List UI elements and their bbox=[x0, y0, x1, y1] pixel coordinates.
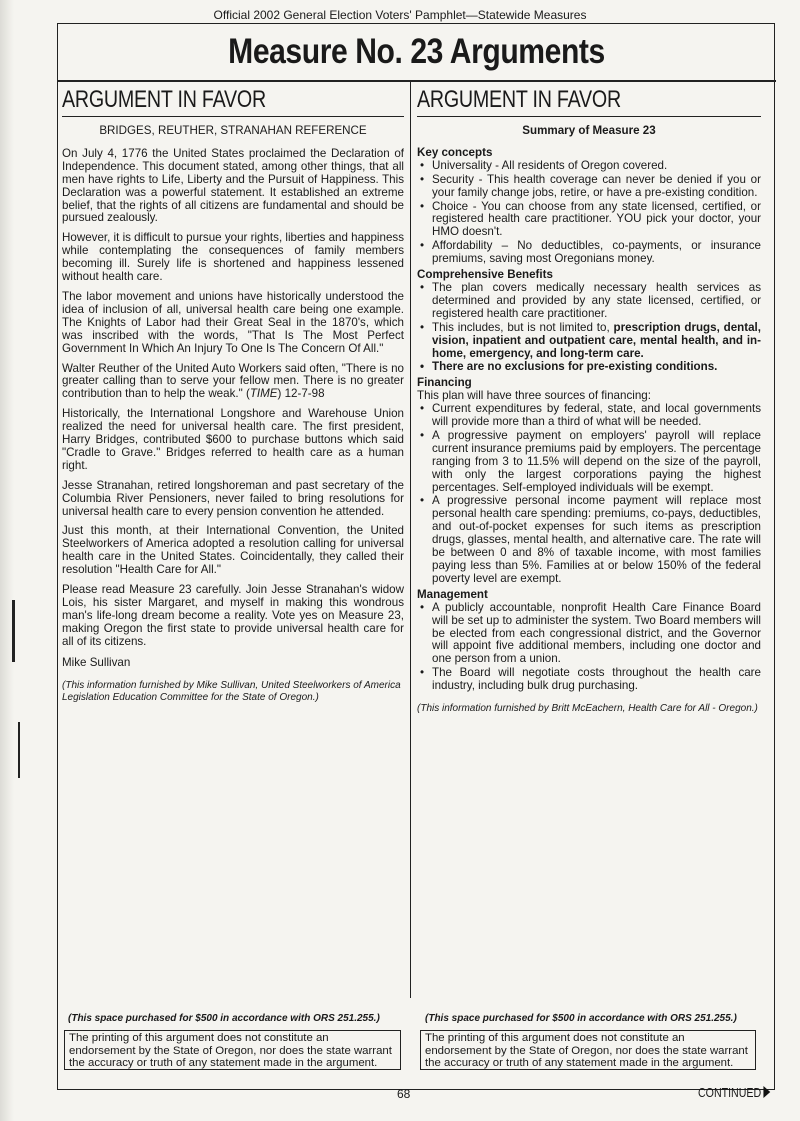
right-credit: (This information furnished by Britt McEachern, Health Care for All - Oregon.) bbox=[417, 703, 758, 715]
list-item: • A progressive personal income payment will replace most personal health care spending: premiums, co-pays, deductibles, and out-of-pocket expenses for such items as prescription drugs, glasses, mental health, and alternative care. The rate will be between 0 and 8% of taxable income, with most families paying less than 5%. Families at or below 150% of the federal poverty level are exempt. bbox=[417, 495, 761, 585]
list-item: • Current expenditures by federal, state, and local governments will provide more than a third of what will be needed. bbox=[417, 403, 761, 429]
summary-title: Summary of Measure 23 bbox=[522, 124, 656, 137]
management-list bbox=[417, 602, 761, 693]
financing-title: Financing bbox=[417, 376, 472, 390]
page-title: Measure No. 23 Arguments bbox=[228, 32, 605, 71]
left-disclaimer-box: The printing of this argument does not constitute an endorsement by the State of Oregon, nor does the state warrant the accuracy or truth of any statement made in the argument. bbox=[64, 1030, 401, 1070]
left-signature: Mike Sullivan bbox=[62, 655, 131, 669]
title-divider bbox=[57, 80, 776, 82]
reuther-quote: Walter Reuther of the United Auto Workers said often, "There is no greater calling than to serve your fellow men. There is no greater contribution than to help the weak." ( bbox=[62, 361, 404, 401]
page-number: 68 bbox=[397, 1087, 411, 1101]
list-item: • A progressive payment on employers' payroll will replace current insurance premiums paid by employers. The percentage ranging from 3 to 11.5% will depend on the size of the payroll, with only the largest corporations paying the highest percentages. Self-employed individuals will be exempt. bbox=[417, 430, 761, 495]
left-paragraph: Historically, the International Longshore and Warehouse Union realized the need for universal health care. The first president, Harry Bridges, contributed $600 to purchase buttons which said "Cradle to Grave." Bridges referred to health care as a human right. bbox=[62, 407, 404, 472]
continued-link bbox=[698, 1086, 771, 1100]
financing-list bbox=[417, 403, 761, 586]
list-item: • Security - This health coverage can never be denied if you or your family change jobs, retire, or have a pre-existing condition. bbox=[417, 174, 761, 200]
scan-binding-edge bbox=[0, 0, 14, 1121]
left-paragraph: However, it is difficult to pursue your rights, liberties and happiness while contemplating the consequences of family members becoming ill. Surely life is shortened and happiness lessened without health care. bbox=[62, 231, 404, 284]
list-item: • A publicly accountable, nonprofit Health Care Finance Board will be set up to administer the system. Two Board members will be elected from each congressional district, and the Governor will appoint five additional members, including one doctor and one person from a union. bbox=[417, 602, 761, 667]
left-paragraph: Jesse Stranahan, retired longshoreman and past secretary of the Columbia River Pensioners, never failed to bring resolutions for universal health care to every pension convention he attended. bbox=[62, 478, 404, 518]
right-heading: ARGUMENT IN FAVOR bbox=[417, 86, 621, 113]
right-triangle-icon bbox=[764, 1086, 771, 1098]
list-item: • Affordability – No deductibles, co-payments, or insurance premiums, saving most Oregonians money. bbox=[417, 240, 761, 266]
right-purchase-note: (This space purchased for $500 in accordance with ORS 251.255.) bbox=[425, 1013, 737, 1024]
left-heading-rule bbox=[62, 116, 404, 117]
right-heading-rule bbox=[417, 116, 761, 117]
list-item: • The plan covers medically necessary health services as determined and provided by any state licensed, certified, or registered health care practitioner. bbox=[417, 282, 761, 321]
benefits-lead-text: This includes, but is not limited to, bbox=[432, 320, 614, 334]
left-purchase-note: (This space purchased for $500 in accordance with ORS 251.255.) bbox=[68, 1013, 380, 1024]
column-divider bbox=[410, 82, 411, 998]
reuther-paragraph bbox=[62, 363, 404, 402]
list-item: • There are no exclusions for pre-existing conditions. bbox=[417, 361, 761, 374]
benefits-list bbox=[417, 282, 761, 374]
benefits-title: Comprehensive Benefits bbox=[417, 268, 553, 282]
left-argument bbox=[62, 84, 404, 705]
running-header: Official 2002 General Election Voters' Pamphlet—Statewide Measures bbox=[213, 8, 587, 22]
key-concepts-title: Key concepts bbox=[417, 145, 493, 159]
list-item: • Universality - All residents of Oregon covered. bbox=[417, 160, 761, 173]
scan-mark bbox=[18, 722, 20, 778]
left-heading: ARGUMENT IN FAVOR bbox=[62, 86, 266, 113]
continued-label: CONTINUED bbox=[698, 1086, 762, 1100]
left-paragraph: The labor movement and unions have historically understood the idea of inclusion of all, universal health care being one example. The Knights of Labor had their Great Seal in the 1870's, which was inscribed with the words, "That Is The Most Perfect Government In Which An Injury To One Is The Concern Of All." bbox=[62, 289, 404, 355]
benefits-bold-text: prescription drugs, dental, vision, inpatient and outpatient care, mental health, and in-home, emergency, and long-term care. bbox=[432, 320, 761, 360]
left-byline: BRIDGES, REUTHER, STRANAHAN REFERENCE bbox=[99, 124, 367, 137]
reuther-source: TIME bbox=[249, 387, 278, 401]
left-paragraph: On July 4, 1776 the United States proclaimed the Declaration of Independence. This document stated, among other things, that all men have rights to Life, Liberty and the Pursuit of Happiness. This Declaration was a powerful statement. It established an extreme belief, that the rights of all citizens are fundamental and should be pursued zealously. bbox=[62, 146, 404, 225]
left-credit: (This information furnished by Mike Sullivan, United Steelworkers of America Legislation Education Committee for the State of Oregon.) bbox=[62, 679, 401, 704]
list-item: • Choice - You can choose from any state licensed, certified, or registered health care practitioner. YOU pick your doctor, your HMO doesn't. bbox=[417, 201, 761, 240]
management-title: Management bbox=[417, 587, 488, 601]
list-item: • The Board will negotiate costs throughout the health care industry, including bulk drug purchasing. bbox=[417, 667, 761, 693]
right-disclaimer-box: The printing of this argument does not constitute an endorsement by the State of Oregon, nor does the state warrant the accuracy or truth of any statement made in the argument. bbox=[420, 1030, 756, 1070]
reuther-date: ) 12-7-98 bbox=[277, 387, 325, 401]
key-concepts-list bbox=[417, 160, 761, 266]
left-paragraph: Please read Measure 23 carefully. Join Jesse Stranahan's widow Lois, his sister Margaret, and myself in making this wondrous man's life-long dream become a reality. Vote yes on Measure 23, making Oregon the first state to provide universal health care for all of its citizens. bbox=[62, 583, 404, 648]
list-item bbox=[417, 322, 761, 361]
financing-intro: This plan will have three sources of financing: bbox=[417, 389, 651, 403]
left-paragraph: Just this month, at their International Convention, the United Steelworkers of America adopted a resolution calling for universal health care in the United States. Coincidentally, they called their resolution "Health Care for All." bbox=[62, 524, 404, 577]
scan-mark bbox=[12, 600, 15, 662]
right-argument bbox=[417, 84, 761, 716]
